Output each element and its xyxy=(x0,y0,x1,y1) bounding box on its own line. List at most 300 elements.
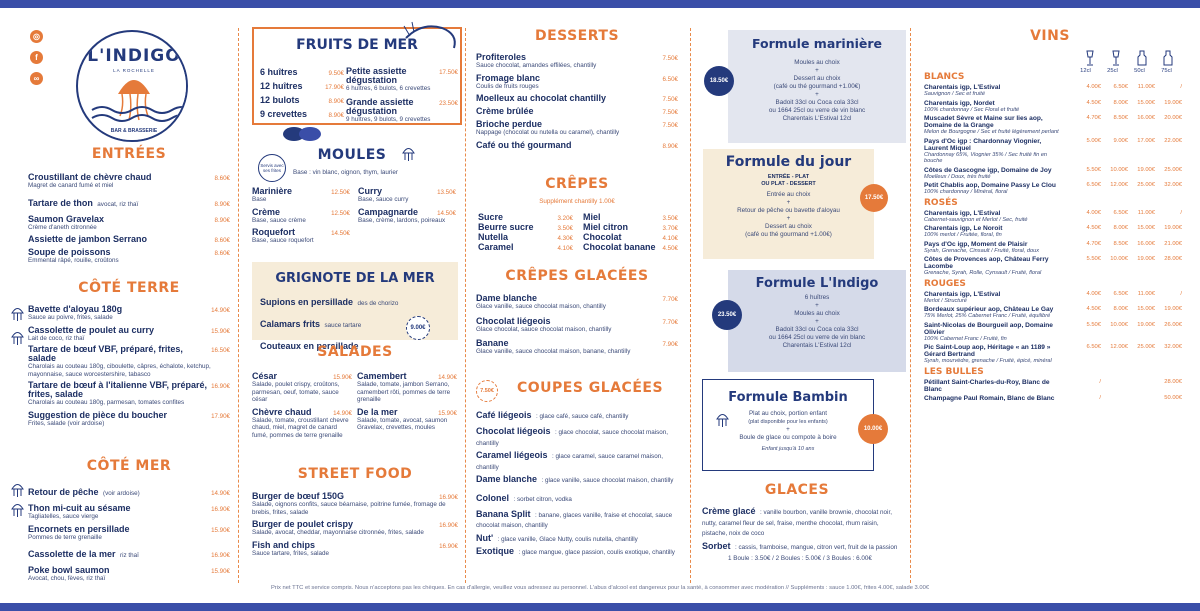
item-price: 16.90€ xyxy=(439,522,458,529)
formule-sub: OU PLAT - DESSERT xyxy=(761,181,816,187)
wine-price: 8.00€ xyxy=(1113,99,1128,106)
wine-name: Pays d'Oc igp, Moment de Plaisir xyxy=(924,240,1028,248)
jellyfish-icon xyxy=(11,330,24,346)
wine-price: 8.00€ xyxy=(1113,225,1128,231)
list-item xyxy=(357,371,457,404)
item-price: 16.50€ xyxy=(211,347,230,354)
wine-desc: Grenache, Syrah, Rolle, Cynsault / Fruité, floral xyxy=(924,270,1042,276)
formule-title: Formule marinière xyxy=(751,36,883,51)
formule-line: + xyxy=(786,215,791,222)
list-item xyxy=(28,524,230,542)
col-header: 50cl xyxy=(1134,68,1145,74)
wine-row xyxy=(924,138,1182,165)
wine-desc: 100% chardonnay / Sec Floral et fruité xyxy=(924,106,1020,113)
item-desc: Base, crème, lardons, poireaux xyxy=(358,216,446,224)
item-price: 4.10€ xyxy=(662,235,678,242)
formule-line: Charentais L'Estival 12cl xyxy=(782,342,852,349)
item-price: 4.50€ xyxy=(662,245,678,252)
formule-lines xyxy=(728,294,906,350)
item-price: 8.90€ xyxy=(214,200,230,208)
list-item xyxy=(476,533,680,544)
item-desc: : glace mangue, glace passion, coulis exotique, chantilly xyxy=(518,549,675,556)
wine-price: 5.00€ xyxy=(1086,137,1101,144)
wine-name: Côtes de Gascogne igp, Domaine de Joy xyxy=(924,166,1052,174)
wine-price: 4.00€ xyxy=(1086,290,1101,297)
item-desc: Magret de canard fumé et miel xyxy=(28,182,114,189)
item-name: Beurre sucre xyxy=(478,222,534,232)
wine-row xyxy=(924,225,1182,239)
item-name: Croustillant de chèvre chaud xyxy=(28,172,152,182)
formule-line: Badoit 33cl ou Coca cola 33cl xyxy=(775,99,859,106)
wine-price xyxy=(1128,395,1155,401)
wine-row xyxy=(924,84,1182,98)
wine-price: / xyxy=(1180,209,1182,216)
divider xyxy=(910,28,911,583)
list-item xyxy=(476,474,680,485)
item-price: 8.90€ xyxy=(662,142,678,150)
wine-price: 4.50€ xyxy=(1086,99,1101,106)
wine-desc: Melon de Bourgogne / Sec et fruité légèrement perlant xyxy=(924,129,1059,135)
list-item xyxy=(28,381,230,407)
wine-desc: 100% merlot / Fruitée, floral, fin xyxy=(924,232,1002,238)
vins-cat: BLANCS xyxy=(924,72,965,82)
list-item xyxy=(358,207,456,225)
list-item xyxy=(476,405,680,423)
wine-price: 15.00€ xyxy=(1137,225,1155,231)
mussel-icon xyxy=(282,124,322,144)
wine-price: 16.00€ xyxy=(1137,115,1155,121)
item-desc: Glace chocolat, sauce chocolat maison, chantilly xyxy=(476,325,612,333)
item-name: Cassolette de poulet au curry xyxy=(28,324,155,335)
wine-price: 19.00€ xyxy=(1137,321,1155,328)
item-desc: : banane, glaces vanille, fraise et chocolat, sauce chocolat maison, chantilly xyxy=(476,511,673,529)
item-desc: Nappage (chocolat ou nutella ou caramel), chantilly xyxy=(476,129,620,136)
formule-line: ou 1664 25cl ou verre de vin blanc xyxy=(768,107,866,114)
wine-price: / xyxy=(1099,394,1101,401)
wine-price: 25.00€ xyxy=(1137,182,1155,188)
wine-price: 6.50€ xyxy=(1113,209,1128,216)
mer-list xyxy=(28,482,230,586)
wine-name: Charentais igp, Nordet xyxy=(924,99,995,107)
item-name: Dame blanche xyxy=(476,474,538,484)
item-price: 6.50€ xyxy=(662,75,678,83)
vins-cat: ROUGES xyxy=(924,278,966,289)
list-item xyxy=(28,214,230,232)
item-desc: sauce tartare xyxy=(324,322,362,329)
list-item xyxy=(702,541,898,552)
wine-price: 19.00€ xyxy=(1164,225,1182,231)
wine-row xyxy=(924,100,1182,114)
price-badge: 18.50€ xyxy=(704,66,734,96)
item-desc: des de chorizo xyxy=(357,300,399,307)
wine-name: Côtes de Provences aop, Château Ferry Lacombe xyxy=(924,256,1049,270)
wine-price: 28.00€ xyxy=(1164,378,1182,385)
item-price: 3.70€ xyxy=(662,225,678,232)
tripadvisor-icon[interactable]: ∞ xyxy=(30,72,43,85)
formule-title: Formule L'Indigo xyxy=(755,276,879,291)
item-name: Café liégeois xyxy=(476,410,532,420)
wine-name: Charentais igp, L'Estival xyxy=(924,290,1001,298)
wine-price: 25.00€ xyxy=(1137,344,1155,350)
formule-indigo xyxy=(728,270,906,372)
street-list xyxy=(252,491,458,560)
desserts-list xyxy=(476,52,678,153)
wine-price: 16.00€ xyxy=(1137,240,1155,247)
item-name: Chocolat banane xyxy=(583,242,656,252)
wine-price: 21.00€ xyxy=(1164,240,1182,247)
crepesg-title: CRÊPES GLACÉES xyxy=(505,268,649,284)
item-desc: : glace chocolat, sauce chocolat maison, chantilly xyxy=(476,429,669,447)
wine-row xyxy=(924,256,1182,277)
item-price: 4.30€ xyxy=(557,235,573,242)
list-item xyxy=(583,242,678,252)
item-price: 7.70€ xyxy=(662,318,678,326)
list-item xyxy=(28,503,230,521)
moules-title: MOULES xyxy=(317,147,387,163)
list-item xyxy=(252,519,458,537)
vins-cat: LES BULLES xyxy=(924,366,984,377)
wine-name: Pétillant Saint-Charles-du-Roy, Blanc de Blanc xyxy=(924,378,1050,393)
wine-price: 6.50€ xyxy=(1086,182,1101,188)
list-item xyxy=(28,544,230,562)
list-item xyxy=(252,407,352,440)
item-name: Exotique xyxy=(476,546,515,556)
item-desc: Salade, tomate, avocat, saumon Gravelax, crevettes, moules xyxy=(357,416,448,431)
wine-desc: Moelleux / Doux, très fruité xyxy=(924,173,991,180)
formule-line: Charentais L'Estival 12cl xyxy=(782,115,852,122)
crepes-grid xyxy=(478,212,678,252)
item-desc: : cassis, framboise, mangue, citron vert, fruit de la passion xyxy=(734,543,898,551)
item-desc: Sauce chocolat, amandes effilées, chantilly xyxy=(476,62,597,69)
item-desc: Base xyxy=(252,196,267,203)
item-name: Supions en persillade xyxy=(260,297,354,307)
item-name: Suggestion de pièce du boucher xyxy=(28,409,168,420)
item-desc: Base, sauce crème xyxy=(252,216,306,224)
item-desc: Salade, avocat, cheddar, mayonnaise citronnée, frites, salade xyxy=(252,529,424,536)
item-desc: : glace café, sauce café, chantilly xyxy=(535,413,629,420)
list-item xyxy=(28,325,230,343)
list-item xyxy=(28,247,230,265)
wine-row xyxy=(924,115,1182,136)
wine-price: 4.00€ xyxy=(1086,84,1101,90)
list-item xyxy=(252,227,350,245)
coupes-list xyxy=(476,405,680,560)
list-item xyxy=(583,212,678,222)
footer-note: Prix net TTC et service compris. Nous n'acceptons pas les chèques. En cas d'allergie, veuillez vous adressez au personnel. L'abus d'alcool est dangereux pour la santé, à consommer avec modération // Suppléments : sauce 1.00€, frites 4.00€, salade 3.00€ xyxy=(270,585,930,591)
list-item xyxy=(478,212,573,222)
glaces-prices: 1 Boule : 3.50€ / 2 Boules : 5.00€ / 3 Boules : 6.00€ xyxy=(728,555,872,562)
mer-title: CÔTÉ MER xyxy=(86,458,172,474)
item-name: 12 huîtres xyxy=(260,81,303,91)
wine-name: Charentais igp, L'Estival xyxy=(924,84,1001,91)
list-item xyxy=(476,293,678,311)
wine-price: 5.50€ xyxy=(1086,166,1101,173)
list-item xyxy=(28,345,230,378)
item-desc: Tagliatelles, sauce vierge xyxy=(28,513,99,520)
item-name: Burger de bœuf 150G xyxy=(252,491,345,501)
item-desc: Salade, oignons confits, sauce béarnaise, poitrine fumée, fromage de brebis, frites, salade xyxy=(252,501,446,516)
list-item xyxy=(476,73,678,91)
item-name: Dame blanche xyxy=(476,293,538,303)
list-item xyxy=(252,207,350,225)
item-name: Chèvre chaud xyxy=(252,406,312,417)
price-badge: 9.00€ xyxy=(406,316,430,340)
item-desc: Salade, tomate, croustillant chevre chaud, miel, magret de canard fumé, pommes de terre grenaille xyxy=(252,416,349,439)
item-price: 17.90€ xyxy=(325,84,344,91)
item-name: Soupe de poissons xyxy=(28,247,111,257)
wine-price: 10.00€ xyxy=(1110,256,1128,262)
top-bar xyxy=(0,0,1200,8)
item-name: Saumon Gravelax xyxy=(28,213,105,224)
formule-lines xyxy=(728,59,906,123)
item-name: Chocolat liégeois xyxy=(476,426,551,436)
item-price: 16.90€ xyxy=(211,506,230,513)
list-item xyxy=(476,316,678,334)
wine-price xyxy=(1101,379,1128,385)
list-item xyxy=(702,506,898,538)
item-name: Moelleux au chocolat chantilly xyxy=(476,93,607,103)
wine-price: 28.00€ xyxy=(1164,256,1182,262)
item-name: Retour de pêche xyxy=(28,487,99,497)
item-price: 7.50€ xyxy=(662,55,678,62)
item-name: Tartare de bœuf à l'italienne VBF, préparé, frites, salade xyxy=(28,380,208,399)
vins-cat: ROSÉS xyxy=(924,197,958,208)
wine-row xyxy=(924,379,1182,393)
item-price: 3.50€ xyxy=(557,225,573,232)
wine-price: 4.70€ xyxy=(1086,115,1101,121)
list-item xyxy=(28,410,230,428)
item-desc: : glace vanille, Glace Nutty, coulis nutella, chantilly xyxy=(497,535,638,543)
formule-lines xyxy=(703,191,874,239)
divider xyxy=(690,28,691,583)
item-price: 14.50€ xyxy=(437,209,456,217)
col-header: 12cl xyxy=(1080,68,1091,74)
formule-line: 6 huîtres xyxy=(804,294,830,301)
item-price: 16.90€ xyxy=(439,494,458,501)
list-item xyxy=(28,234,230,244)
divider xyxy=(465,28,466,583)
item-name: Roquefort xyxy=(252,227,295,237)
wine-price: 19.00€ xyxy=(1164,99,1182,106)
formule-line: Badoit 33cl ou Coca cola 33cl xyxy=(775,326,859,333)
item-name: Profiteroles xyxy=(476,52,527,62)
wine-price xyxy=(1128,379,1155,385)
item-name: 6 huîtres xyxy=(260,67,298,77)
wine-row xyxy=(924,344,1182,365)
item-desc: Sauce au poivre, frites, salade xyxy=(28,314,113,321)
item-price: 12.50€ xyxy=(331,209,350,217)
list-item xyxy=(583,222,678,232)
item-price: 8.60€ xyxy=(214,250,230,257)
formule-line: (café ou thé gourmand +1.00€) xyxy=(745,231,832,238)
entrees-list xyxy=(28,172,230,268)
list-item xyxy=(476,140,678,150)
formule-line: Entrée au choix xyxy=(766,191,811,198)
wine-price: 15.00€ xyxy=(1137,306,1155,312)
item-price: 17.90€ xyxy=(211,412,230,420)
item-price: 14.90€ xyxy=(211,490,230,497)
item-price: 7.70€ xyxy=(662,296,678,303)
item-price: 23.50€ xyxy=(439,99,458,107)
wine-name: Petit Chablis aop, Domaine Passy Le Clou xyxy=(924,182,1056,189)
wine-price: 19.00€ xyxy=(1137,166,1155,173)
item-price: 8.60€ xyxy=(214,175,230,182)
wine-price: 4.50€ xyxy=(1086,306,1101,312)
item-name: Tartare de thon xyxy=(28,197,93,208)
formule-line: + xyxy=(815,91,819,98)
item-desc: Glace vanille, sauce chocolat maison, banane, chantilly xyxy=(476,348,631,355)
wine-name: Saint-Nicolas de Bourgueil aop, Domaine Olivier xyxy=(924,321,1053,336)
item-desc: Charolais au couteau 180g, ciboulette, câpres, échalote, ketchup, mayonnaise, sauce worcestershire, tabasco xyxy=(28,363,211,378)
item-name: Calamars frits xyxy=(260,319,321,329)
item-price: 8.90€ xyxy=(214,216,230,224)
item-desc: riz thaï xyxy=(120,552,139,559)
wine-price: / xyxy=(1180,290,1182,297)
terre-list xyxy=(28,304,230,430)
wine-price: 8.50€ xyxy=(1113,115,1128,121)
formule-title: Formule du jour xyxy=(725,154,852,170)
formule-line: Dessert au choix xyxy=(793,75,841,82)
wine-row xyxy=(924,322,1182,343)
price-badge: 7.50€ xyxy=(476,380,498,402)
list-item xyxy=(476,450,680,471)
item-name: Brioche perdue xyxy=(476,119,543,129)
item-name: Nutella xyxy=(478,232,509,242)
glaces-list xyxy=(702,506,898,563)
item-price: 15.90€ xyxy=(438,409,457,417)
wine-price xyxy=(1101,395,1128,401)
formule-line: Dessert au choix xyxy=(765,223,812,230)
terre-title: CÔTÉ TERRE xyxy=(78,280,180,296)
wine-price: 26.00€ xyxy=(1164,321,1182,328)
item-name: Miel xyxy=(583,212,601,222)
list-item xyxy=(583,232,678,242)
wine-price: 5.50€ xyxy=(1086,256,1101,262)
item-price: 14.90€ xyxy=(333,409,352,417)
item-price: 12.50€ xyxy=(331,189,350,196)
wine-price: 4.70€ xyxy=(1086,240,1101,247)
wine-price: 15.00€ xyxy=(1137,99,1155,106)
item-price: 4.10€ xyxy=(557,245,573,252)
list-item xyxy=(28,482,230,500)
wine-desc: 100% Cabernet Franc / Fruité, fin xyxy=(924,335,1007,342)
item-name: Banana Split xyxy=(476,508,531,519)
moules-base: Base : vin blanc, oignon, thym, laurier xyxy=(293,169,399,176)
wine-row xyxy=(924,167,1182,181)
wine-name: Muscadet Sèvre et Maine sur lies aop, Domaine de la Grange xyxy=(924,115,1043,129)
wine-row xyxy=(924,395,1182,402)
item-desc: Avocat, chou, fèves, riz thaï xyxy=(28,575,106,582)
list-item xyxy=(28,565,230,583)
list-item xyxy=(476,106,678,116)
wine-name: Bordeaux supérieur aop, Château Le Gay xyxy=(924,306,1054,313)
wine-price: 50.00€ xyxy=(1164,394,1182,401)
list-item xyxy=(260,81,344,91)
list-item xyxy=(28,172,230,190)
wine-price: 22.00€ xyxy=(1164,137,1182,144)
jellyfish-icon xyxy=(11,306,24,322)
wine-price: 12.00€ xyxy=(1110,182,1128,188)
item-name: Sucre xyxy=(478,212,504,222)
item-desc: : vanille bourbon, vanille brownie, chocolat noir, nutty, caramel fleur de sel, fraise, menthe chocolat, rhum raisin, pistache, noix de coco xyxy=(702,509,892,537)
wine-price: 8.00€ xyxy=(1113,306,1128,312)
item-desc: : glace vanille, sauce chocolat maison, chantilly xyxy=(541,477,674,484)
street-title: STREET FOOD xyxy=(297,466,413,482)
wine-desc: 100% chardonnay / Minéral, floral xyxy=(924,189,1008,195)
item-name: Camembert xyxy=(357,371,407,381)
wine-price: 4.00€ xyxy=(1086,209,1101,216)
col-header: 25cl xyxy=(1107,68,1118,74)
list-item xyxy=(252,540,458,558)
item-desc: Emmental râpé, rouille, croûtons xyxy=(28,257,119,264)
item-price: 8.90€ xyxy=(328,98,344,105)
facebook-icon[interactable]: f xyxy=(30,51,43,64)
list-item xyxy=(478,232,573,242)
item-desc: Coulis de fruits rouges xyxy=(476,82,539,90)
item-price: 3.20€ xyxy=(557,215,573,222)
formule-line: + xyxy=(786,199,791,206)
crepesg-list xyxy=(476,293,678,359)
list-item xyxy=(28,304,230,322)
fruits-list xyxy=(260,67,344,119)
wine-desc: Syrah, mourvèdre, grenache / Fruité, épicé, minéral xyxy=(924,358,1052,364)
list-item xyxy=(260,109,344,119)
list-item xyxy=(476,488,680,506)
wine-price: 4.50€ xyxy=(1086,225,1101,231)
wine-row xyxy=(924,291,1182,305)
crepes-supp: Supplément chantilly 1.00€ xyxy=(539,198,615,205)
wine-name: Champagne Paul Romain, Blanc de Blanc xyxy=(924,394,1055,402)
item-price: 16.90€ xyxy=(211,383,230,390)
vins-title: VINS xyxy=(1030,28,1070,44)
item-name: Crème glacé xyxy=(702,506,756,516)
item-name: Grande assiette dégustation xyxy=(346,96,414,116)
wine-price: 6.50€ xyxy=(1113,290,1128,297)
item-name: Cassolette de la mer xyxy=(28,549,116,559)
item-name: De la mer xyxy=(357,406,398,417)
item-name: Burger de poulet crispy xyxy=(252,519,354,529)
item-price: 15.90€ xyxy=(211,526,230,534)
item-desc: Charolais au couteau 180g, parmesan, tomates confites xyxy=(28,399,185,406)
item-name: Petite assiette dégustation xyxy=(346,66,407,85)
item-price: 13.50€ xyxy=(437,189,456,196)
item-desc: Salade, tomate, jambon Serrano, camembert rôti, pommes de terre grenaille xyxy=(357,381,451,403)
instagram-icon[interactable]: ◎ xyxy=(30,30,43,43)
list-item xyxy=(478,222,573,232)
jellyfish-icon xyxy=(402,146,415,162)
wine-price: 17.00€ xyxy=(1137,137,1155,144)
item-name: Campagnarde xyxy=(358,206,419,217)
item-name: Fish and chips xyxy=(252,539,316,550)
list-item xyxy=(260,67,344,77)
list-item xyxy=(346,98,458,124)
crepes-title: CRÊPES xyxy=(545,176,609,192)
item-price: 7.50€ xyxy=(662,96,678,103)
wine-desc: 75% Merlot, 25% Cabernet Franc / Fruité, équilibré xyxy=(924,313,1051,319)
item-name: Bavette d'aloyau 180g xyxy=(28,304,123,314)
item-desc: Sauce tartare, frites, salade xyxy=(252,549,330,557)
list-item xyxy=(476,52,678,70)
item-name: Café ou thé gourmand xyxy=(476,139,572,150)
vins-list xyxy=(924,70,1182,404)
formule-line: Retour de pêche ou bavette d'aloyau xyxy=(737,207,840,214)
glass-icons xyxy=(1084,50,1184,66)
formule-mariniere xyxy=(728,30,906,143)
price-badge: 10.00€ xyxy=(858,414,888,444)
price-badge: 23.50€ xyxy=(712,300,742,330)
item-desc: Glace vanille, sauce chocolat maison, chantilly xyxy=(476,303,606,310)
item-name: 12 bulots xyxy=(260,95,300,105)
